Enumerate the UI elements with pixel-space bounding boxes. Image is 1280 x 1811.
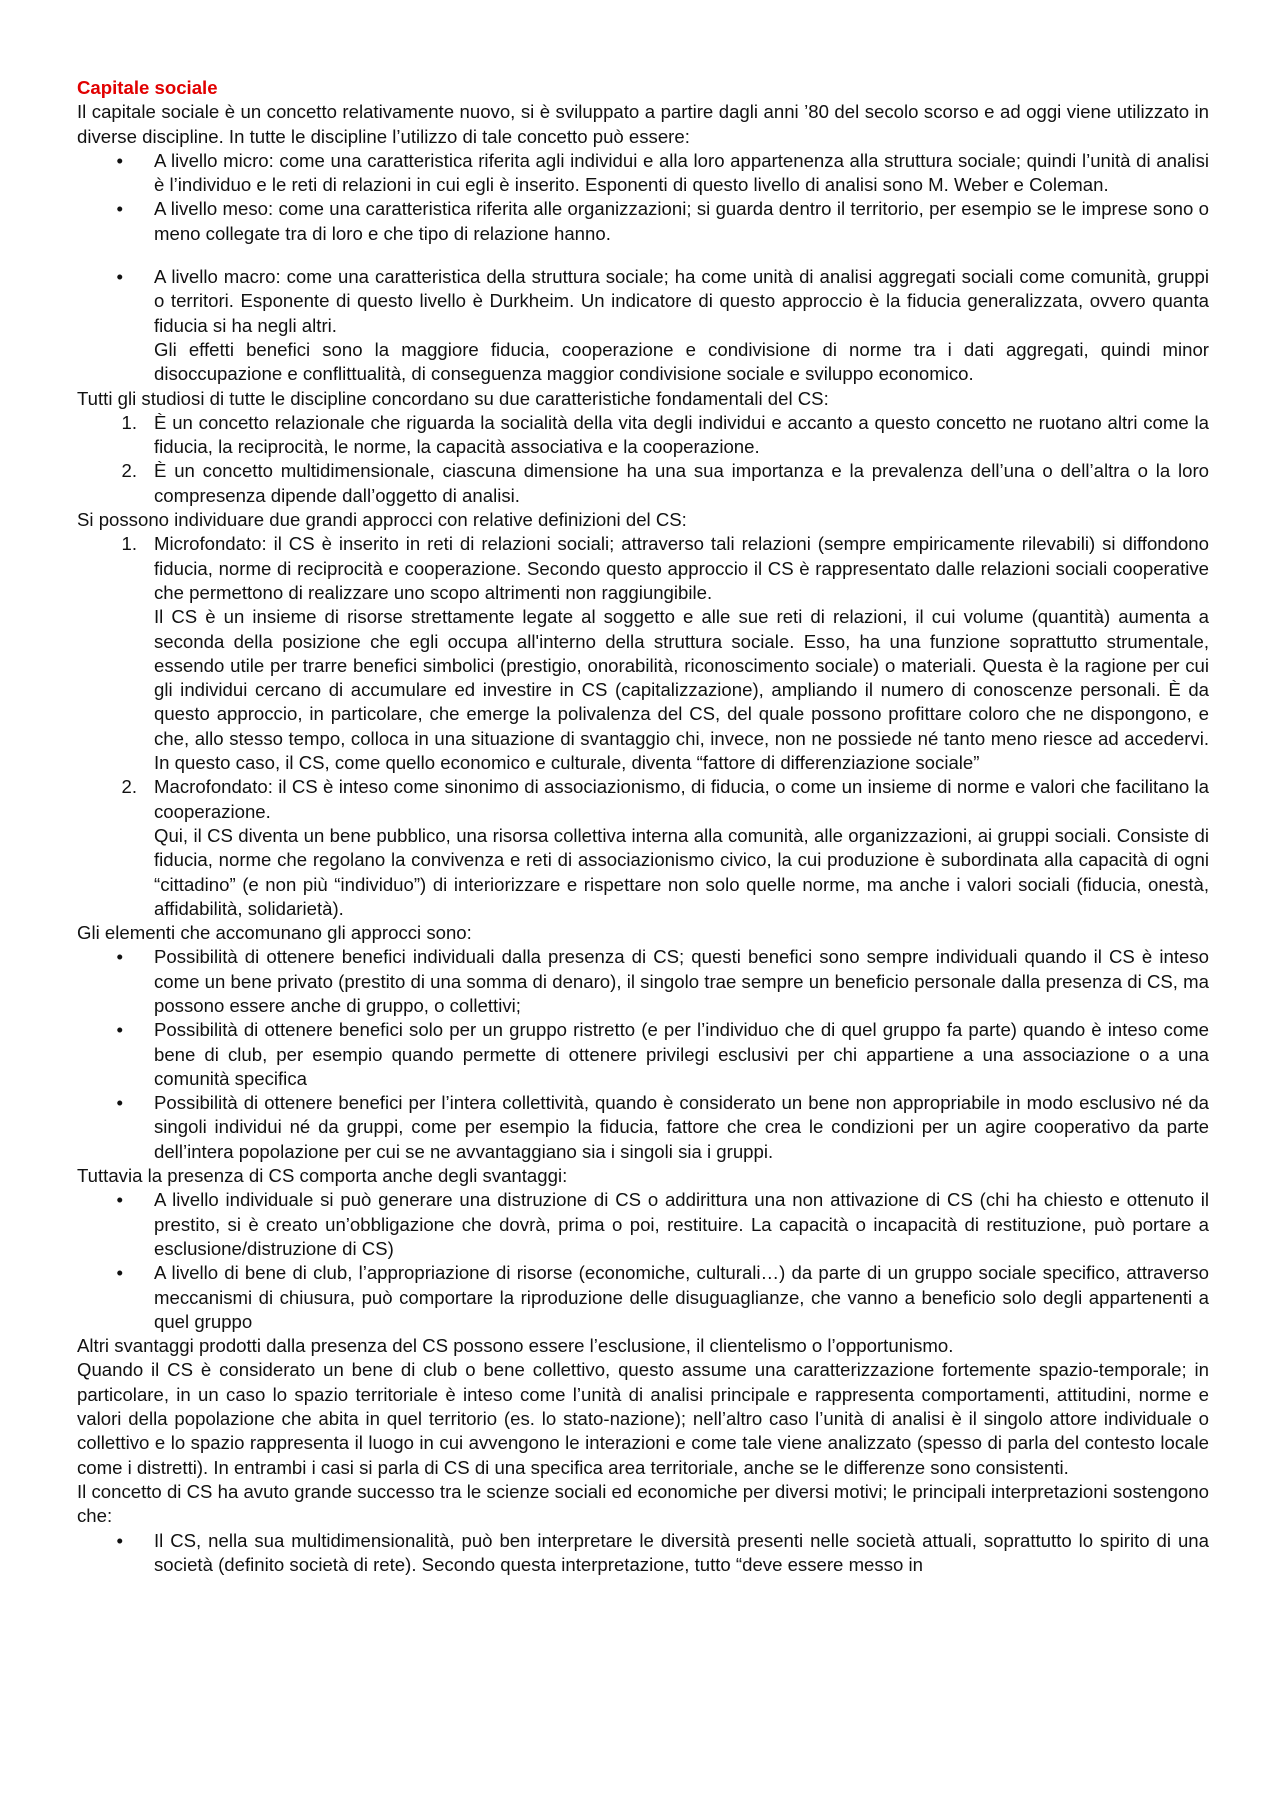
bullet-icon: •	[116, 198, 123, 220]
success-intro: Il concetto di CS ha avuto grande successo tra le scienze sociali ed economiche per diversi motivi; le principali interpretazioni sostengono che:	[77, 1480, 1209, 1527]
list-item	[77, 459, 1209, 508]
list-item-text: A livello di bene di club, l’appropriazione di risorse (economiche, culturali…) da parte di un gruppo sociale specifico, attraverso meccanismi di chiusura, può comportare la riproduzione delle disuguaglianze, che vanno a beneficio solo degli appartenenti a quel gruppo	[154, 1262, 1209, 1332]
intro-paragraph: Il capitale sociale è un concetto relativamente nuovo, si è sviluppato a partire dagli anni ’80 del secolo scorso e ad oggi viene utilizzato in diverse discipline. In tutte le discipline l’utilizzo di tale concetto può essere:	[77, 101, 1209, 147]
approaches-list	[77, 532, 1209, 921]
bullet-icon: •	[116, 1529, 123, 1551]
list-item-text: È un concetto multidimensionale, ciascuna dimensione ha una sua importanza e la prevalenza dell’una o dell’altra o la loro compresenza dipende dall’oggetto di analisi.	[154, 460, 1209, 506]
bullet-icon: •	[116, 266, 123, 288]
other-disadvantages-paragraph: Altri svantaggi prodotti dalla presenza del CS possono essere l’esclusione, il clientelismo o l’opportunismo.	[77, 1335, 954, 1357]
list-item	[77, 532, 1209, 775]
success-list	[77, 1529, 1209, 1578]
disadvantages-list	[77, 1188, 1209, 1334]
list-item	[77, 197, 1209, 246]
list-item	[77, 411, 1209, 460]
list-item-text: Possibilità di ottenere benefici solo per un gruppo ristretto (e per l’individuo che di quel gruppo fa parte) quando è inteso come bene di club, per esempio quando permette di ottenere privilegi esclusivi per chi appartiene a una associazione o a una comunità specifica	[154, 1019, 1209, 1089]
list-number: 2.	[121, 776, 137, 798]
bullet-icon: •	[116, 1092, 123, 1114]
features-list	[77, 411, 1209, 508]
list-item-text: È un concetto relazionale che riguarda la socialità della vita degli individui e accanto a questo concetto ne ruotano altri come la fiducia, la reciprocità, le norme, la capacità associativa e la cooperazione.	[154, 411, 1209, 458]
list-item-extra: Qui, il CS diventa un bene pubblico, una risorsa collettiva interna alla comunità, alle organizzazioni, ai gruppi sociali. Consiste di fiducia, norme che regolano la convivenza e reti di associazionismo civico, la cui produzione è subordinata alla capacità di ogni “cittadino” (e non più “individuo”) di interiorizzare e rispettare non solo quelle norme, ma anche i valori sociali (fiducia, onestà, affidabilità, solidarietà).	[154, 824, 1209, 919]
list-number: 2.	[121, 460, 137, 482]
disadvantages-intro: Tuttavia la presenza di CS comporta anche degli svantaggi:	[77, 1165, 568, 1187]
list-item-text: A livello micro: come una caratteristica riferita agli individui e alla loro appartenenza alla struttura sociale; quindi l’unità di analisi è l’individuo e le reti di relazioni in cui egli è inserito. Esponenti di questo livello di analisi sono M. Weber e Coleman.	[154, 149, 1209, 196]
list-number: 1.	[121, 533, 137, 555]
approaches-intro: Si possono individuare due grandi approcci con relative definizioni del CS:	[77, 509, 687, 531]
list-item-text: Macrofondato: il CS è inteso come sinonimo di associazionismo, di fiducia, o come un insieme di norme e valori che facilitano la cooperazione.	[154, 776, 1209, 822]
section-title: Capitale sociale	[77, 77, 218, 98]
levels-list	[77, 149, 1209, 387]
spatial-paragraph: Quando il CS è considerato un bene di club o bene collettivo, questo assume una caratterizzazione fortemente spazio-temporale; in particolare, in un caso lo spazio territoriale è inteso come l’unità di analisi principale e rappresenta comportamenti, attitudini, norme e valori della popolazione che abita in quel territorio (es. lo stato-nazione); nell’altro caso l’unità di analisi è il singolo attore individuale o collettivo e lo spazio rappresenta il luogo in cui avvengono le interazioni e come tale viene analizzato (spesso di parla del contesto locale come i distretti). In entrambi i casi si parla di CS di una specifica area territoriale, anche se le differenze sono consistenti.	[77, 1359, 1209, 1478]
list-item-extra: Gli effetti benefici sono la maggiore fiducia, cooperazione e condivisione di norme tra i dati aggregati, quindi minor disoccupazione e conflittualità, di conseguenza maggior condivisione sociale e sviluppo economico.	[154, 338, 1209, 385]
list-number: 1.	[121, 411, 137, 433]
list-item	[77, 945, 1209, 1018]
list-item	[77, 149, 1209, 198]
list-item	[77, 1261, 1209, 1334]
features-intro: Tutti gli studiosi di tutte le discipline concordano su due caratteristiche fondamentali del CS:	[77, 387, 829, 409]
list-item	[77, 1091, 1209, 1164]
list-item	[77, 1188, 1209, 1261]
bullet-icon: •	[116, 1189, 123, 1211]
list-item-extra: Il CS è un insieme di risorse strettamente legate al soggetto e alle sue reti di relazioni, il cui volume (quantità) aumenta a seconda della posizione che egli occupa all'interno della struttura sociale. Esso, ha una funzione soprattutto strumentale, essendo utile per trarre benefici simbolici (prestigio, onorabilità, riconoscimento sociale) o materiali. Questa è la ragione per cui gli individui cercano di accumulare ed investire in CS (capitalizzazione), ampliando il numero di conoscenze personali. È da questo approccio, in particolare, che emerge la polivalenza del CS, del quale possono profittare coloro che ne dispongono, e che, allo stesso tempo, colloca in una situazione di svantaggio chi, invece, non ne possiede né tanto meno riesce ad accedervi. In questo caso, il CS, come quello economico e culturale, diventa “fattore di differenziazione sociale”	[154, 606, 1209, 774]
bullet-icon: •	[116, 1019, 123, 1041]
list-item-text: Possibilità di ottenere benefici per l’intera collettività, quando è considerato un bene non appropriabile in modo esclusivo né da singoli individui né da gruppi, come per esempio la fiducia, fattore che crea le condizioni per un agire cooperativo da parte dell’intera popolazione per cui se ne avvantaggiano sia i singoli sia i gruppi.	[154, 1092, 1209, 1162]
list-item	[77, 1529, 1209, 1578]
list-spacer	[77, 246, 1209, 265]
bullet-icon: •	[116, 946, 123, 968]
common-list	[77, 945, 1209, 1164]
list-item	[77, 265, 1209, 386]
list-item	[77, 1018, 1209, 1091]
list-item-text: A livello individuale si può generare una distruzione di CS o addirittura una non attivazione di CS (chi ha chiesto e ottenuto il prestito, si è creato un’obbligazione che dovrà, prima o poi, restituire. La capacità o incapacità di restituzione, può portare a esclusione/distruzione di CS)	[154, 1189, 1209, 1259]
common-intro: Gli elementi che accomunano gli approcci sono:	[77, 922, 472, 944]
list-item-text: Il CS, nella sua multidimensionalità, può ben interpretare le diversità presenti nelle società attuali, soprattutto lo spirito di una società (definito società di rete). Secondo questa interpretazione, tutto “deve essere messo in	[154, 1529, 1209, 1575]
bullet-icon: •	[116, 1262, 123, 1284]
bullet-icon: •	[116, 149, 123, 171]
list-item	[77, 775, 1209, 921]
list-item-text: Microfondato: il CS è inserito in reti di relazioni sociali; attraverso tali relazioni (sempre empiricamente rilevabili) si diffondono fiducia, norme di reciprocità e cooperazione. Secondo questo approccio il CS è rappresentato dalle relazioni sociali cooperative che permettono di realizzare uno scopo altrimenti non raggiungibile.	[154, 533, 1209, 603]
list-item-text: A livello macro: come una caratteristica della struttura sociale; ha come unità di analisi aggregati sociali come comunità, gruppi o territori. Esponente di questo livello è Durkheim. Un indicatore di questo approccio è la fiducia generalizzata, ovvero quanta fiducia si ha negli altri.	[154, 266, 1209, 336]
list-item-text: Possibilità di ottenere benefici individuali dalla presenza di CS; questi benefici sono sempre individuali quando il CS è inteso come un bene privato (prestito di una somma di denaro), il singolo trae sempre un beneficio personale dalla presenza di CS, ma possono essere anche di gruppo, o collettivi;	[154, 946, 1209, 1016]
list-item-text: A livello meso: come una caratteristica riferita alle organizzazioni; si guarda dentro il territorio, per esempio se le imprese sono o meno collegate tra di loro e che tipo di relazione hanno.	[154, 198, 1209, 244]
